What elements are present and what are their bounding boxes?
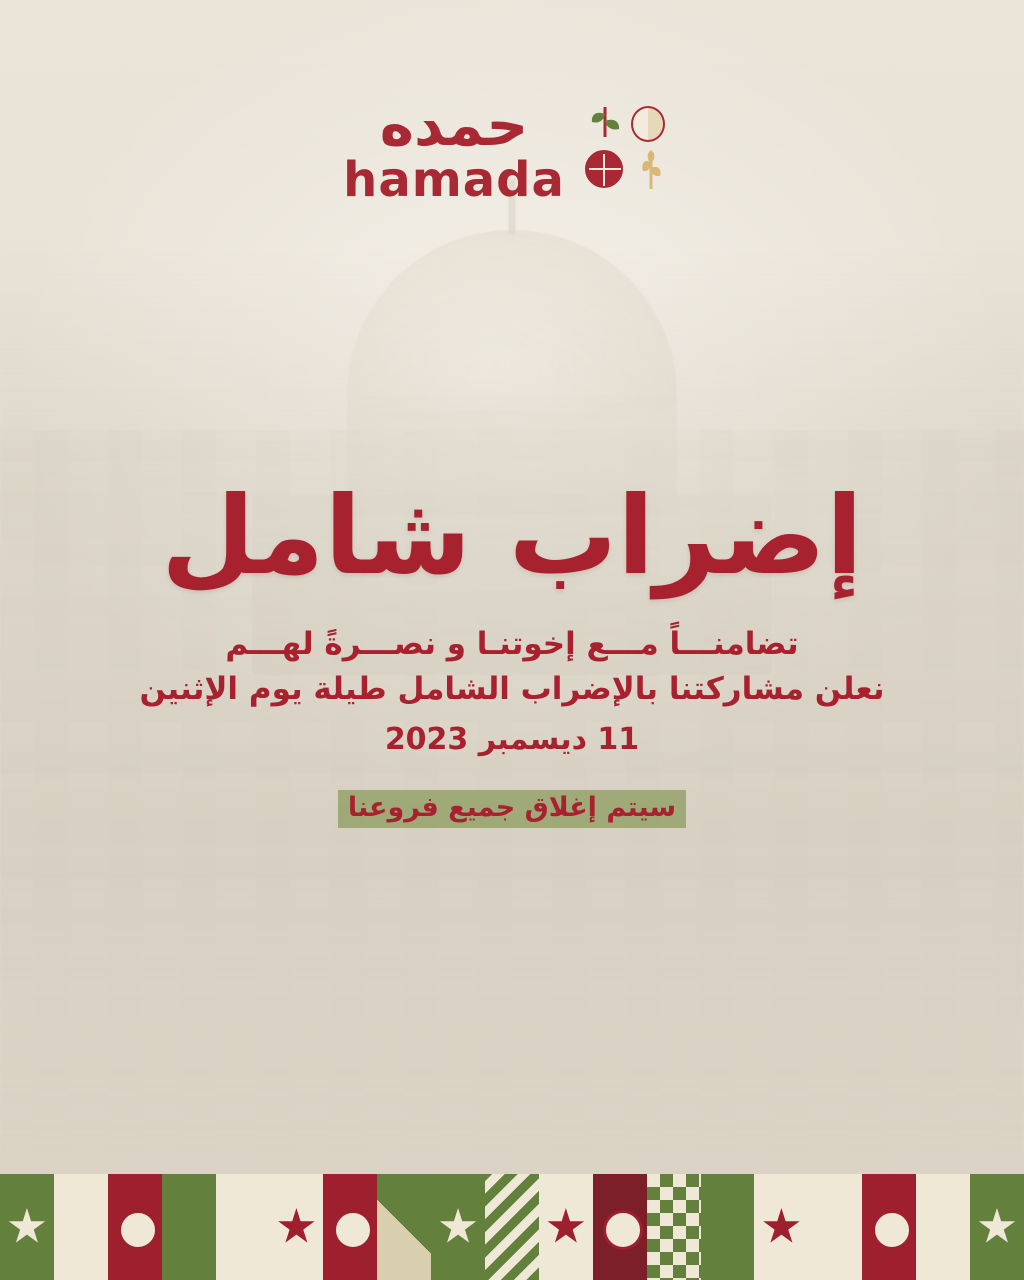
brand-name-arabic: حمده <box>379 91 529 159</box>
brand-logo <box>0 91 1024 208</box>
orange-slice-icon <box>585 150 623 188</box>
brand-name-latin: hamada <box>343 152 565 208</box>
ornament-tile <box>54 1174 108 1280</box>
poster-date: 11 ديسمبر 2023 <box>384 722 640 757</box>
ornament-tile <box>593 1174 647 1280</box>
egg-icon <box>631 106 665 142</box>
ornament-tile <box>647 1174 701 1280</box>
ornament-tile <box>808 1174 862 1280</box>
leaf-icon <box>587 104 623 138</box>
poster-note-highlight: سيتم إغلاق جميع فروعنا <box>338 790 686 828</box>
subline-line-1: تضامنـــاً مـــع إخوتنـا و نصـــرةً لهـــم <box>225 626 799 662</box>
ornament-tile <box>216 1174 270 1280</box>
ornament-tile <box>323 1174 377 1280</box>
ornament-tile <box>108 1174 162 1280</box>
ornament-tile <box>377 1174 431 1280</box>
ornament-tile <box>269 1174 323 1280</box>
poster-note-wrap <box>0 790 1024 828</box>
ornament-tile <box>0 1174 54 1280</box>
poster-subline <box>0 622 1024 712</box>
ornament-tile <box>162 1174 216 1280</box>
ornament-tile <box>485 1174 539 1280</box>
ornament-tile <box>539 1174 593 1280</box>
subline-line-2: نعلن مشاركتنا بالإضراب الشامل طيلة يوم الإثنين <box>139 670 885 707</box>
background-haze-overlay <box>0 250 1024 1280</box>
brand-logo-mark <box>581 104 681 196</box>
ornament-tile <box>701 1174 755 1280</box>
ornament-tile <box>754 1174 808 1280</box>
brand-logo-text <box>343 91 565 208</box>
poster-headline: إضراب شامل <box>161 474 863 599</box>
ornament-tile <box>862 1174 916 1280</box>
ornament-tile <box>970 1174 1024 1280</box>
ornament-tile <box>431 1174 485 1280</box>
ornament-tile <box>916 1174 970 1280</box>
wheat-icon <box>633 148 669 190</box>
ornament-band <box>0 1174 1024 1280</box>
